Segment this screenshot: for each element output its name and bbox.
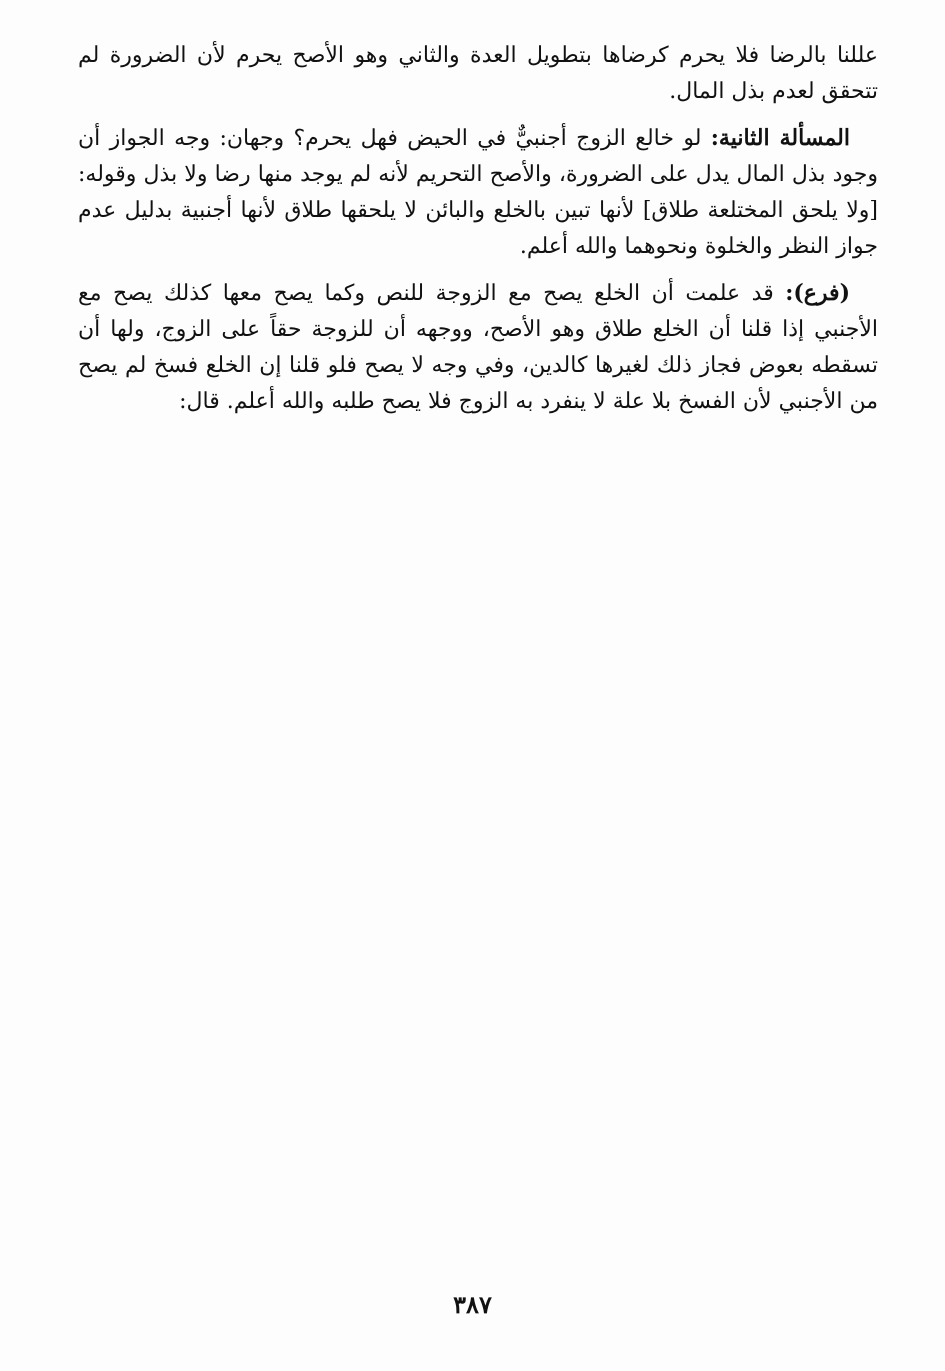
paragraph-3-heading: (فرع): xyxy=(785,280,850,306)
paragraph-2-text: لو خالع الزوج أجنبيٌّ في الحيض فهل يحرم؟ وجهان: وجه الجواز أن وجود بذل المال يدل على الضرورة، والأصح التحريم لأنه لم يوجد منها رضا ولا بذل وقوله: [ولا يلحق المختلعة طلاق] لأنها تبين بالخلع والبائن لا يلحقها طلاق لأنها أجنبية بدليل عدم جواز النظر والخلوة ونحوهما والله أعلم. xyxy=(78,126,878,259)
paragraph-2-heading: المسألة الثانية: xyxy=(710,125,851,151)
paragraph-1-text: عللنا بالرضا فلا يحرم كرضاها بتطويل العدة والثاني وهو الأصح يحرم لأن الضرورة لم تتحقق لعدم بذل المال. xyxy=(78,43,878,104)
body-text xyxy=(78,38,878,430)
paragraph-second-issue xyxy=(78,120,878,265)
paragraph-continuation xyxy=(78,38,878,110)
paragraph-branch xyxy=(78,275,878,420)
paragraph-3-text: قد علمت أن الخلع يصح مع الزوجة للنص وكما يصح معها كذلك يصح مع الأجنبي إذا قلنا أن الخلع طلاق وهو الأصح، ووجهه أن للزوجة حقاً على الزوج، ولها أن تسقطه بعوض فجاز ذلك لغيرها كالدين، وفي وجه لا يصح فلو قلنا إن الخلع فسخ لم يصح من الأجنبي لأن الفسخ بلا علة لا ينفرد به الزوج فلا يصح طلبه والله أعلم. قال: xyxy=(78,281,878,414)
page-number: ٣٨٧ xyxy=(453,1290,492,1319)
